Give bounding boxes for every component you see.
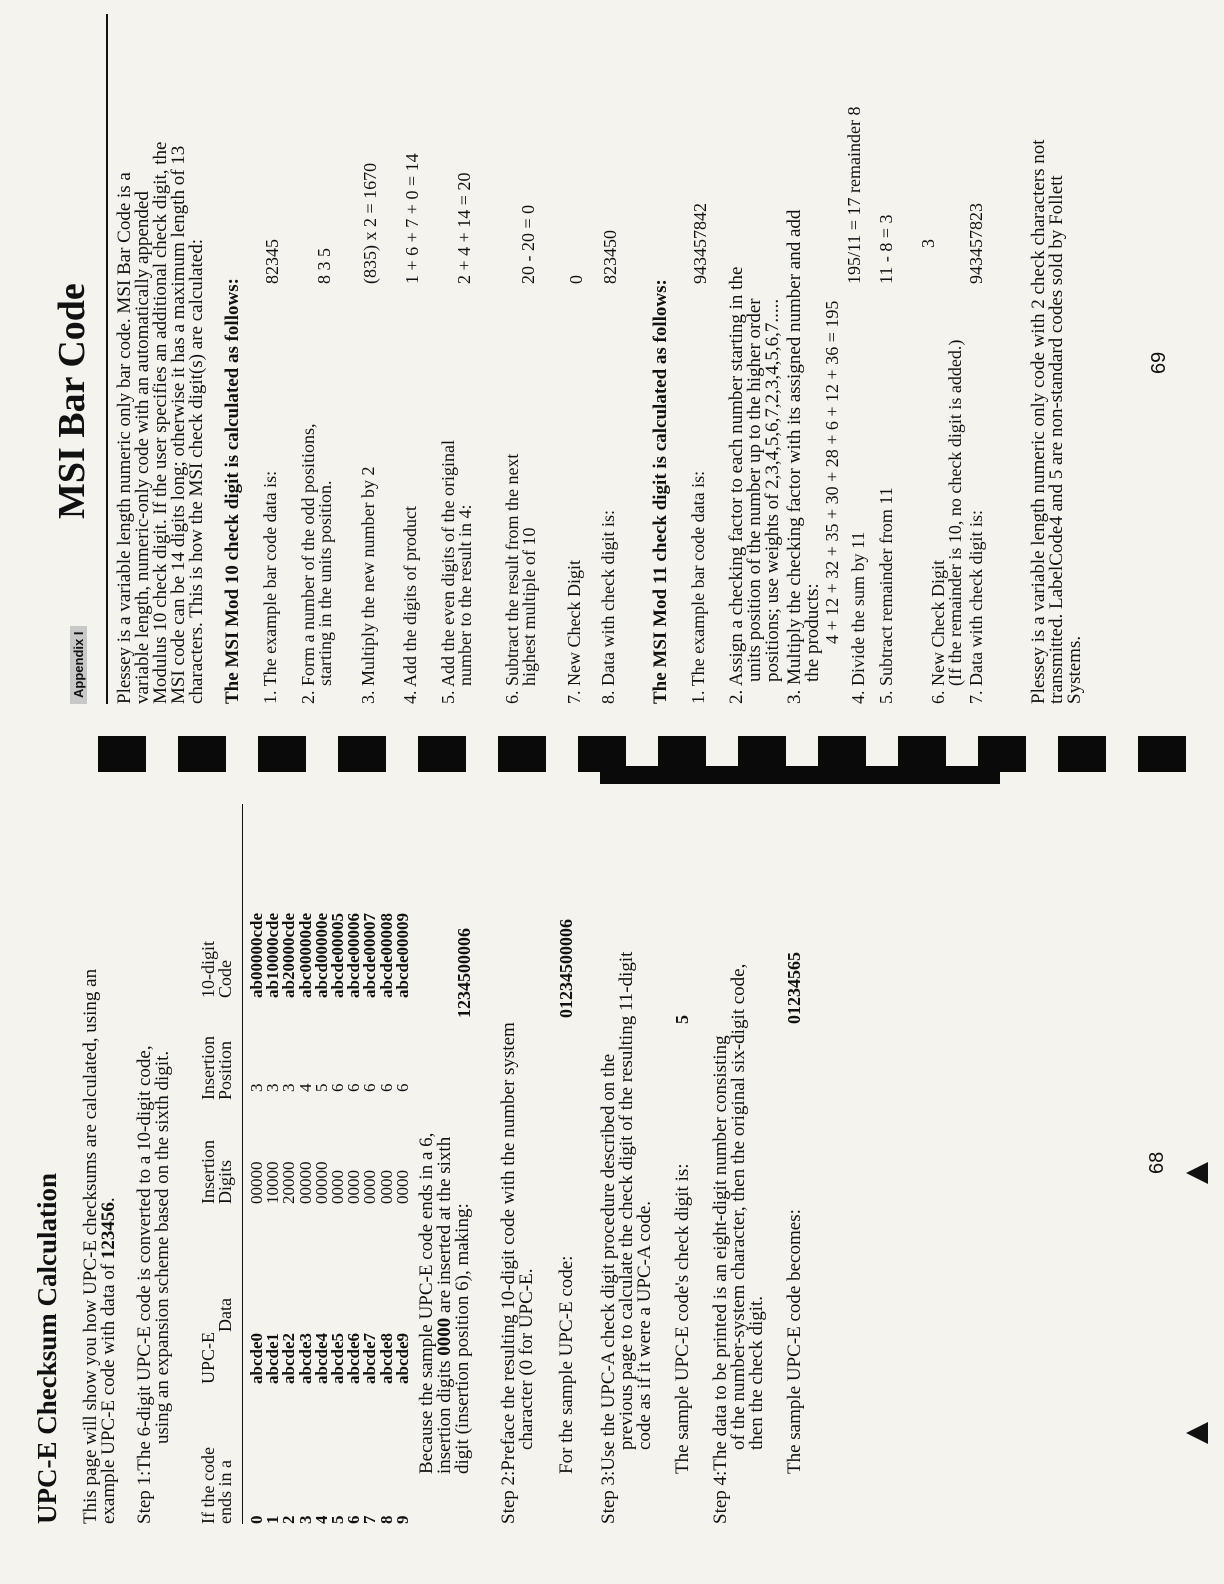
- step-4-line-2: of the number-system character, then the original six-digit code,: [728, 963, 749, 1450]
- step-2-label: For the sample UPC-E code:: [556, 1255, 577, 1474]
- table-cell-code: abc00000de: [295, 913, 315, 998]
- mod10-step-value: 20 - 20 = 0: [518, 204, 538, 284]
- table-cell-data: abcde5: [328, 1333, 347, 1384]
- because-paragraph: [418, 794, 472, 1474]
- mod11-step-4-label: 4. Divide the sum by 11: [848, 531, 868, 704]
- intro-text: example UPC-E code with data of: [98, 1259, 119, 1524]
- table-cell-code: ab20000cde: [279, 913, 299, 998]
- mod10-step-label: 8. Data with check digit is:: [598, 510, 618, 704]
- table-cell-data: abcde1: [263, 1333, 283, 1384]
- table-cell-code: ab10000cde: [263, 913, 283, 998]
- mod11-step-7-label: 7. Data with check digit is:: [966, 510, 986, 704]
- closing-paragraph: [1030, 14, 1084, 704]
- col-header-ends: If the code ends in a: [198, 1447, 235, 1524]
- appendix-tag: Appendix I: [70, 626, 87, 704]
- table-cell-data: abcde9: [392, 1333, 412, 1384]
- mod10-step-value: 0: [566, 275, 586, 284]
- table-cell-end: 7: [360, 1515, 380, 1524]
- step-2: [500, 804, 536, 1524]
- table-cell-digits: 0000: [376, 1170, 396, 1204]
- col-header-insertion-digits: Insertion Digits: [198, 1140, 235, 1204]
- mod10-step-value: 823450: [600, 230, 620, 284]
- step-3-line-3: code as if it were a UPC-A code.: [634, 1200, 655, 1450]
- mod10-heading: The MSI Mod 10 check digit is calculated as follows:: [222, 278, 243, 704]
- table-cell-pos: 3: [263, 1083, 283, 1092]
- step-3: [600, 804, 654, 1524]
- mod10-step-value: 8 3 5: [314, 248, 334, 284]
- page-number-right: 69: [1148, 351, 1170, 374]
- mod11-step-3-value: 4 + 12 + 32 + 35 + 30 + 28 + 6 + 12 + 36 = 195: [822, 300, 842, 644]
- mod11-step-6-label: 6. New Check Digit (If the remainder is 10, no check digit is added.): [928, 339, 965, 704]
- table-cell-digits: 00000: [311, 1161, 331, 1204]
- step-2-line-2: character (0 for UPC-E.: [516, 1268, 537, 1450]
- page-number-left: 68: [1146, 1151, 1168, 1174]
- table-cell-code: abcde00005: [328, 913, 347, 998]
- triangle-marker-icon: [1186, 1162, 1208, 1184]
- step-4: [712, 804, 766, 1524]
- table-cell-digits: 00000: [295, 1161, 315, 1204]
- intro-line-2: example UPC-E code with data of 123456.: [98, 1197, 119, 1524]
- step-4-line-3: then the check digit.: [746, 1295, 767, 1450]
- table-cell-code: abcde00006: [344, 913, 364, 998]
- closing-line: Plessey is a variable length numeric only code with 2 check characters not: [1028, 139, 1049, 704]
- table-cell-end: 4: [311, 1515, 331, 1524]
- table-cell-pos: 3: [247, 1083, 266, 1092]
- col-header-data: UPC-E Data: [198, 1298, 235, 1384]
- step-3-line-1: Step 3:Use the UPC-A check digit procedure described on the: [598, 1053, 619, 1524]
- mod10-step-label: 1. The example bar code data is:: [260, 470, 280, 704]
- mod10-step-value: 1 + 6 + 7 + 0 = 14: [402, 153, 422, 284]
- intro-paragraph: [82, 824, 118, 1524]
- check-digit-result: 5: [672, 1015, 692, 1024]
- table-cell-end: 1: [263, 1515, 283, 1524]
- mod11-step-1-value: 943457842: [690, 203, 710, 284]
- table-cell-data: abcde4: [311, 1333, 331, 1384]
- table-cell-code: abcde00007: [360, 913, 380, 998]
- msi-intro: [116, 14, 206, 704]
- table-cell-pos: 4: [295, 1083, 315, 1092]
- table-row: [328, 804, 347, 1524]
- eleven-digit-result: 01234500006: [556, 919, 576, 1018]
- mod10-step-label: 4. Add the digits of product: [400, 506, 420, 704]
- table-cell-pos: 6: [392, 1083, 412, 1092]
- table-cell-data: abcde2: [279, 1333, 299, 1384]
- intro-example-data: 123456: [98, 1202, 119, 1260]
- intro-line-1: This page will show you how UPC-E checksums are calculated, using an: [80, 968, 101, 1524]
- mod10-step-value: (835) x 2 = 1670: [360, 162, 380, 284]
- table-row: [376, 804, 396, 1524]
- table-cell-end: 5: [328, 1515, 347, 1524]
- msi-intro-line: Modulus 10 check digit. If the user specifies an additional check digit, the: [150, 141, 171, 704]
- msi-intro-line: MSI code can be 14 digits long; otherwise it has a maximum length of 13: [168, 145, 189, 704]
- mod11-step-5-label: 5. Subtract remainder from 11: [876, 487, 896, 704]
- mod11-heading: The MSI Mod 11 check digit is calculated as follows:: [650, 279, 671, 704]
- table-cell-code: abcde00008: [376, 913, 396, 998]
- closing-line: transmitted. LabelCode4 and 5 are non-standard codes sold by Follett: [1046, 175, 1067, 704]
- mod11-step-2: [728, 14, 782, 704]
- table-cell-end: 3: [295, 1515, 315, 1524]
- msi-intro-line: Plessey is a variable length numeric only bar code. MSI Bar Code is a: [114, 172, 135, 704]
- table-cell-digits: 10000: [263, 1161, 283, 1204]
- mod11-step-2-line: positions; use weights of 2,3,4,5,6,7,2,3,4,5,6,7.....: [762, 298, 783, 682]
- because-line-2: insertion digits 0000 are inserted at the sixth: [434, 1136, 455, 1474]
- table-cell-code: ab00000cde: [247, 913, 266, 998]
- table-cell-pos: 5: [311, 1083, 331, 1092]
- table-cell-digits: 20000: [279, 1161, 299, 1204]
- table-cell-pos: 6: [360, 1083, 380, 1092]
- mod11-step-1-label: 1. The example bar code data is:: [688, 470, 708, 704]
- table-row: [344, 804, 364, 1524]
- msi-title: MSI Bar Code: [51, 283, 93, 519]
- step-3-line-2: previous page to calculate the check digit of the resulting 11-digit: [616, 951, 637, 1450]
- table-cell-digits: 0000: [344, 1170, 364, 1204]
- table-cell-code: abcde00009: [392, 913, 412, 998]
- mod11-step-4-value: 195/11 = 17 remainder 8: [844, 106, 864, 284]
- mod11-step-3: [786, 14, 822, 704]
- table-cell-end: 6: [344, 1515, 364, 1524]
- mod10-step-label: 2. Form a number of the odd positions, starting in the units position.: [298, 423, 335, 704]
- table-cell-end: 0: [247, 1515, 266, 1524]
- mod10-step-label: 3. Multiply the new number by 2: [358, 466, 378, 704]
- mod11-step-7-value: 943457823: [966, 203, 986, 284]
- right-page: [0, 0, 1224, 784]
- table-row: [392, 804, 412, 1524]
- table-row: [360, 804, 380, 1524]
- table-cell-data: abcde0: [247, 1333, 266, 1384]
- mod11-step-3-line: 3. Multiply the checking factor with its assigned number and add: [784, 209, 805, 704]
- msi-intro-line: variable length, numeric-only code with an automatically appended: [132, 191, 153, 704]
- table-cell-data: abcde6: [344, 1333, 364, 1384]
- mod11-step-5-value: 11 - 8 = 3: [876, 214, 896, 284]
- triangle-marker-icon: [1186, 1422, 1208, 1444]
- table-cell-code: abcd00000e: [311, 913, 331, 998]
- because-line-3: digit (insertion position 6), making:: [452, 1203, 473, 1474]
- mod11-step-6-value: 3: [918, 239, 938, 248]
- table-cell-data: abcde8: [376, 1333, 396, 1384]
- step-3-label: The sample UPC-E code's check digit is:: [672, 1163, 693, 1474]
- col-header-insertion-position: Insertion Position: [198, 1036, 235, 1100]
- table-row: [311, 804, 331, 1524]
- step-4-line-1: Step 4:The data to be printed is an eight-digit number consisting: [710, 1035, 731, 1524]
- table-cell-end: 8: [376, 1515, 396, 1524]
- table-header-rule: [242, 804, 243, 1524]
- table-cell-digits: 00000: [247, 1161, 266, 1204]
- step-1-line-2: using an expansion scheme based on the sixth digit.: [152, 1050, 173, 1444]
- mod11-step-2-line: 2. Assign a checking factor to each number starting in the: [726, 266, 747, 704]
- table-cell-pos: 6: [344, 1083, 364, 1092]
- closing-line: Systems.: [1064, 635, 1085, 704]
- table-cell-digits: 0000: [328, 1170, 347, 1204]
- final-upce-code: 01234565: [784, 952, 804, 1024]
- col-header-10digit-code: 10-digit Code: [198, 941, 235, 998]
- left-page: [0, 804, 1224, 1584]
- ten-digit-result: 1234500006: [454, 928, 474, 1018]
- msi-intro-line: characters. This is how the MSI check digit(s) are calculated:: [186, 239, 207, 704]
- mod10-step-label: 7. New Check Digit: [564, 560, 584, 704]
- mod10-step-value: 2 + 4 + 14 = 20: [454, 172, 474, 284]
- mod11-step-2-line: units position of the number up to the higher order: [744, 298, 765, 682]
- step-2-line-1: Step 2:Preface the resulting 10-digit code with the number system: [498, 1022, 519, 1524]
- table-cell-pos: 3: [279, 1083, 299, 1092]
- table-cell-digits: 0000: [360, 1170, 380, 1204]
- table-cell-end: 9: [392, 1515, 412, 1524]
- table-cell-end: 2: [279, 1515, 299, 1524]
- page-title: UPC-E Checksum Calculation: [32, 1172, 62, 1524]
- because-line-1: Because the sample UPC-E code ends in a 6,: [416, 1132, 437, 1474]
- insertion-digits-value: 0000: [434, 1317, 455, 1356]
- table-cell-pos: 6: [328, 1083, 347, 1092]
- step-1: [136, 824, 172, 1524]
- mod10-step-value: 82345: [262, 239, 282, 284]
- mod10-step-label: 5. Add the even digits of the original number to the result in 4:: [438, 440, 475, 704]
- table-cell-data: abcde3: [295, 1333, 315, 1384]
- table-cell-data: abcde7: [360, 1333, 380, 1384]
- mod11-step-3-line: the products:: [802, 583, 823, 682]
- step-1-line-1: Step 1:The 6-digit UPC-E code is converted to a 10-digit code,: [134, 1045, 155, 1524]
- table-cell-digits: 0000: [392, 1170, 412, 1204]
- step-4-label: The sample UPC-E code becomes:: [784, 1209, 805, 1474]
- title-rule: [106, 14, 108, 704]
- mod10-step-label: 6. Subtract the result from the next highest multiple of 10: [502, 453, 539, 704]
- table-cell-pos: 6: [376, 1083, 396, 1092]
